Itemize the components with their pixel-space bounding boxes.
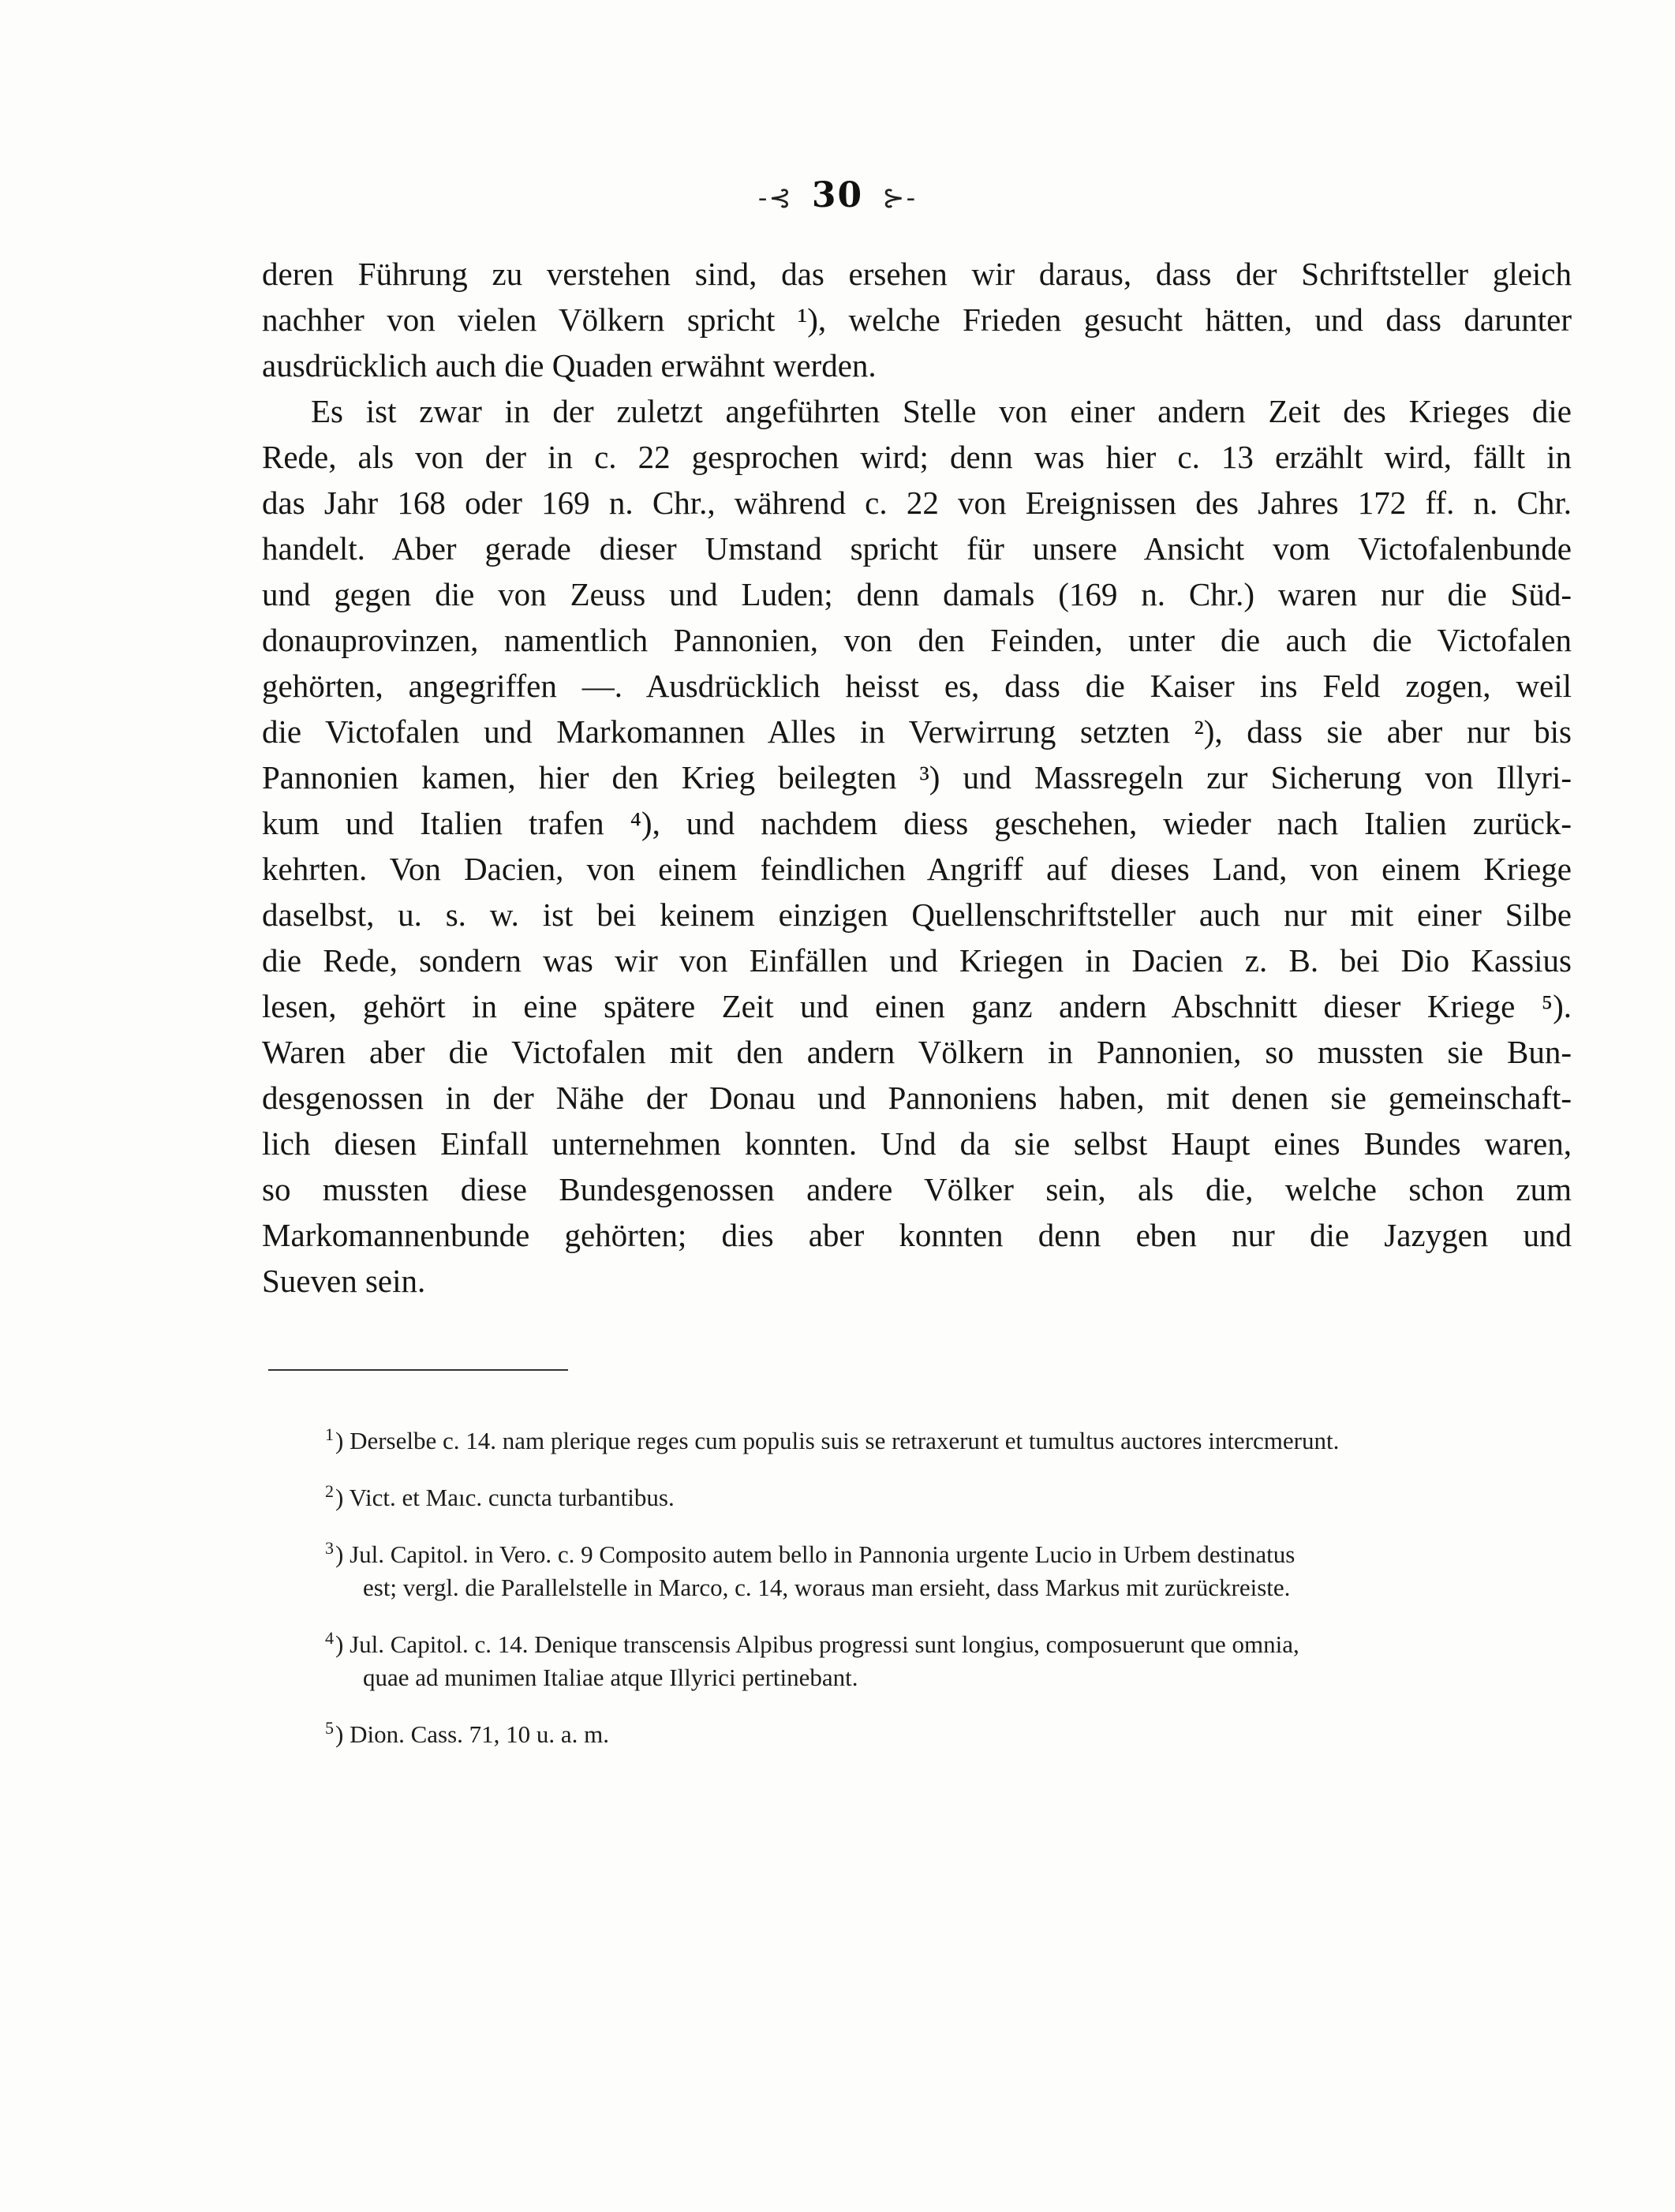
body-line: Es ist zwar in der zuletzt angeführten Stelle von einer andern Zeit des Krieges die <box>311 393 1572 429</box>
footnote-text: Jul. Capitol. c. 14. Denique transcensis Alpibus progressi sunt longius, composuerunt que omnia, <box>350 1630 1299 1658</box>
footnote-number: 3 <box>325 1537 334 1558</box>
body-line: Pannonien kamen, hier den Krieg beilegten ³) und Massregeln zur Sicherung von Illyri- <box>262 759 1572 795</box>
body-line: Waren aber die Victofalen mit den andern Völkern in Pannonien, so mussten sie Bun- <box>262 1034 1572 1070</box>
footnote-text: Jul. Capitol. in Vero. c. 9 Composito autem bello in Pannonia urgente Lucio in Urbem destinatus <box>350 1540 1296 1568</box>
body-line: und gegen die von Zeuss und Luden; denn damals (169 n. Chr.) waren nur die Süd- <box>262 576 1572 612</box>
footnote-5: $^5$) Dion. Cass. 71, 10 u. a. m. <box>325 1717 610 1748</box>
footnote-4: $^4$) Jul. Capitol. c. 14. Denique transcensis Alpibus progressi sunt longius, composuerunt que omnia, quae ad munimen Italiae atque Illyrici pertinebant. <box>325 1628 1587 1694</box>
body-line: daselbst, u. s. w. ist bei keinem einzigen Quellenschriftsteller auch nur mit einer Silbe <box>262 896 1572 933</box>
footnote-number: 5 <box>325 1717 334 1738</box>
footnote-separator <box>268 1369 568 1371</box>
body-line: das Jahr 168 oder 169 n. Chr., während c. 22 von Ereignissen des Jahres 172 ff. n. Chr. <box>262 485 1572 521</box>
body-line: deren Führung zu verstehen sind, das ersehen wir daraus, dass der Schriftsteller gleich <box>262 256 1572 292</box>
footnote-2: $^2$) Vict. et Maıc. cuncta turbantibus. <box>325 1480 675 1511</box>
body-line: Markomannenbunde gehörten; dies aber konnten denn eben nur die Jazygen und <box>262 1217 1572 1253</box>
body-line: handelt. Aber gerade dieser Umstand spricht für unsere Ansicht vom Victofalenbunde <box>262 530 1572 567</box>
footnote-text: Derselbe c. 14. nam plerique reges cum populis suis se retraxerunt et tumultus auctores intercmerunt. <box>350 1427 1340 1454</box>
footnote-number: 4 <box>325 1627 334 1648</box>
left-ornament-icon: -⊰ <box>757 182 793 214</box>
footnote-text: Vict. et Maıc. cuncta turbantibus. <box>349 1484 675 1511</box>
footnote-3: $^3$) Jul. Capitol. in Vero. c. 9 Composito autem bello in Pannonia urgente Lucio in Urbem destinatus est; vergl. die Parallelstelle in Marco, c. 14, woraus man ersieht, dass Markus mit zurückreiste. <box>325 1538 1587 1604</box>
footnote-1: $^1$) Derselbe c. 14. nam plerique reges cum populis suis se retraxerunt et tumultus auctores intercmerunt. <box>325 1424 1340 1454</box>
page-number: 30 <box>811 175 864 215</box>
body-line: die Rede, sondern was wir von Einfällen und Kriegen in Dacien z. B. bei Dio Kassius <box>262 942 1572 979</box>
body-text <box>262 251 1572 1304</box>
footnotes <box>325 1424 1587 1775</box>
footnote-text: quae ad munimen Italiae atque Illyrici pertinebant. <box>363 1664 858 1691</box>
body-line: die Victofalen und Markomannen Alles in Verwirrung setzten ²), dass sie aber nur bis <box>262 713 1572 750</box>
body-line: ausdrücklich auch die Quaden erwähnt werden. <box>262 347 877 384</box>
body-line: lesen, gehört in eine spätere Zeit und einen ganz andern Abschnitt dieser Kriege ⁵). <box>262 988 1572 1024</box>
body-line: kehrten. Von Dacien, von einem feindlichen Angriff auf dieses Land, von einem Kriege <box>262 851 1572 887</box>
footnote-number: 2 <box>325 1480 334 1501</box>
running-head <box>0 175 1675 215</box>
body-line: Rede, als von der in c. 22 gesprochen wird; denn was hier c. 13 erzählt wird, fällt in <box>262 439 1572 475</box>
footnote-text: est; vergl. die Parallelstelle in Marco, c. 14, woraus man ersieht, dass Markus mit zurückreiste. <box>363 1574 1291 1601</box>
body-line: Sueven sein. <box>262 1263 426 1299</box>
body-line: donauprovinzen, namentlich Pannonien, von den Feinden, unter die auch die Victofalen <box>262 622 1572 658</box>
right-ornament-icon: ⊱- <box>882 182 918 214</box>
body-line: desgenossen in der Nähe der Donau und Pannoniens haben, mit denen sie gemeinschaft- <box>262 1080 1572 1116</box>
body-line: lich diesen Einfall unternehmen konnten. Und da sie selbst Haupt eines Bundes waren, <box>262 1125 1572 1162</box>
body-line: nachher von vielen Völkern spricht ¹), welche Frieden gesucht hätten, und dass darunter <box>262 301 1572 338</box>
footnote-text: Dion. Cass. 71, 10 u. a. m. <box>350 1720 610 1748</box>
body-line: so mussten diese Bundesgenossen andere Völker sein, als die, welche schon zum <box>262 1171 1572 1207</box>
body-line: gehörten, angegriffen —. Ausdrücklich heisst es, dass die Kaiser ins Feld zogen, weil <box>262 668 1572 704</box>
body-line: kum und Italien trafen ⁴), und nachdem diess geschehen, wieder nach Italien zurück- <box>262 805 1572 841</box>
footnote-number: 1 <box>325 1424 334 1444</box>
